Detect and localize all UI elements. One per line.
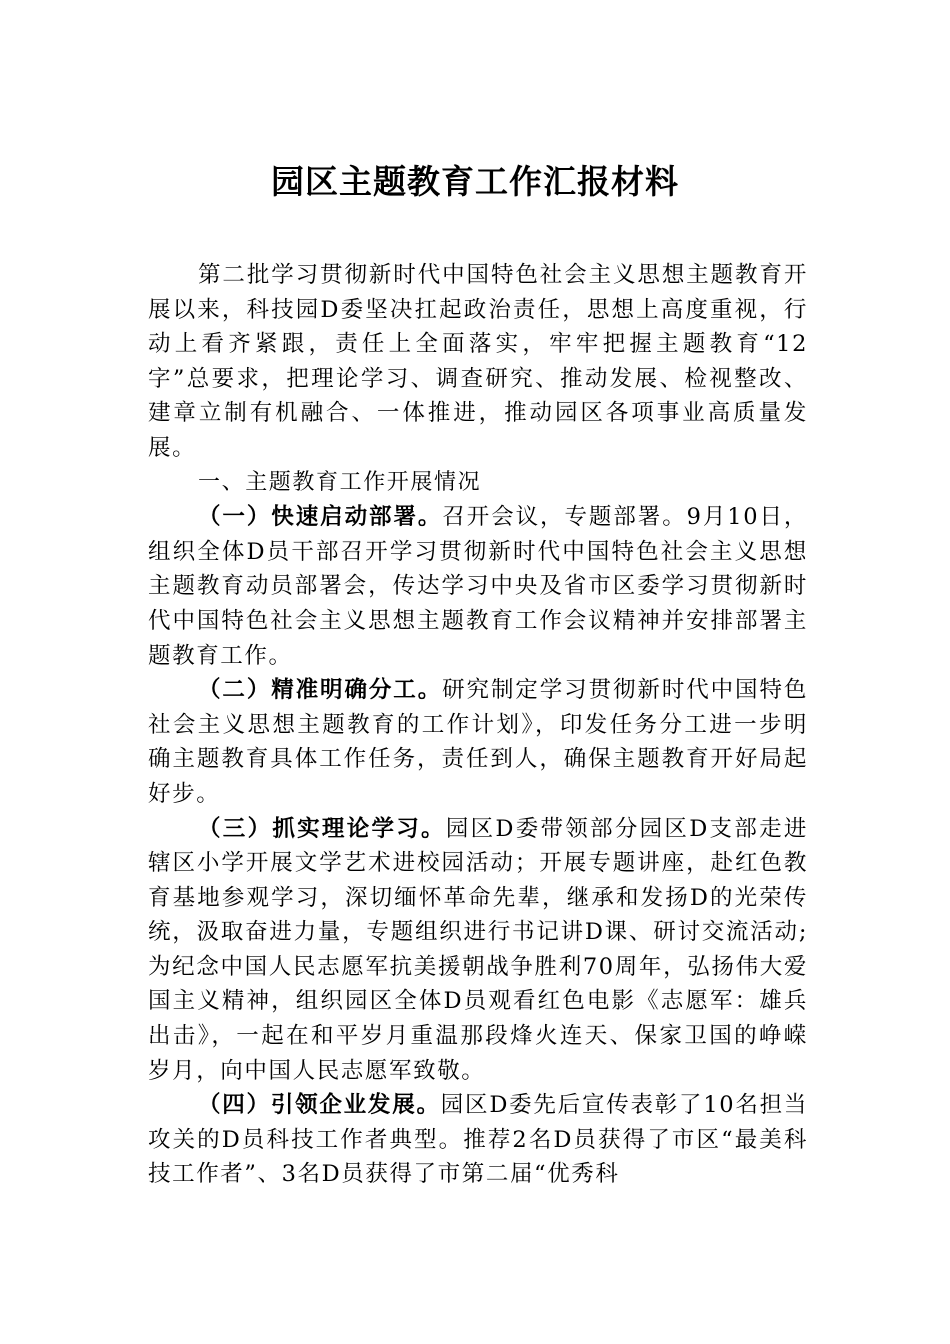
item-lead: （三）抓实理论学习。 — [198, 815, 446, 842]
item-text: 研究制定学习贯彻新时代中国特色社会主义思想主题教育的工作计划》，印发任务分工进一步明确主题教育具体工作任务，责任到人，确保主题教育开好局起好步。 — [148, 677, 808, 807]
item-paragraph-4 — [148, 1088, 808, 1192]
document-title: 园区主题教育工作汇报材料 — [271, 162, 679, 201]
document-body — [148, 258, 808, 1192]
item-text: 园区D委带领部分园区D支部走进辖区小学开展文学艺术进校园活动；开展专题讲座，赴红色教育基地参观学习，深切缅怀革命先辈，继承和发扬D的光荣传统，汲取奋进力量，专题组织进行书记讲D课、研讨交流活动;为纪念中国人民志愿军抗美援朝战争胜利70周年，弘扬伟大爱国主义精神，组织园区全体D员观看红色电影《志愿军：雄兵出击》，一起在和平岁月重温那段烽火连天、保家卫国的峥嵘岁月，向中国人民志愿军致敬。 — [148, 815, 808, 1084]
item-lead: （二）精准明确分工。 — [198, 677, 443, 704]
item-lead: （一）快速启动部署。 — [198, 504, 443, 531]
item-paragraph-3 — [148, 812, 808, 1089]
item-paragraph-2 — [148, 673, 808, 811]
item-text: 园区D委先后宣传表彰了10名担当攻关的D员科技工作者典型。推荐2名D员获得了市区“最美科技工作者”、3名D员获得了市第二届“优秀科 — [148, 1092, 808, 1188]
item-text: 召开会议，专题部署。9月10日，组织全体D员干部召开学习贯彻新时代中国特色社会主义思想主题教育动员部署会，传达学习中央及省市区委学习贯彻新时代中国特色社会主义思想主题教育工作会议精神并安排部署主题教育工作。 — [148, 504, 808, 669]
item-paragraph-1 — [148, 500, 808, 673]
section-heading: 一、主题教育工作开展情况 — [198, 469, 482, 495]
item-lead: （四）引领企业发展。 — [198, 1092, 441, 1119]
intro-paragraph: 第二批学习贯彻新时代中国特色社会主义思想主题教育开展以来，科技园D委坚决扛起政治责任，思想上高度重视，行动上看齐紧跟，责任上全面落实，牢牢把握主题教育“12字”总要求，把理论学习、调查研究、推动发展、检视整改、建章立制有机融合、一体推进，推动园区各项事业高质量发展。 — [148, 262, 808, 461]
